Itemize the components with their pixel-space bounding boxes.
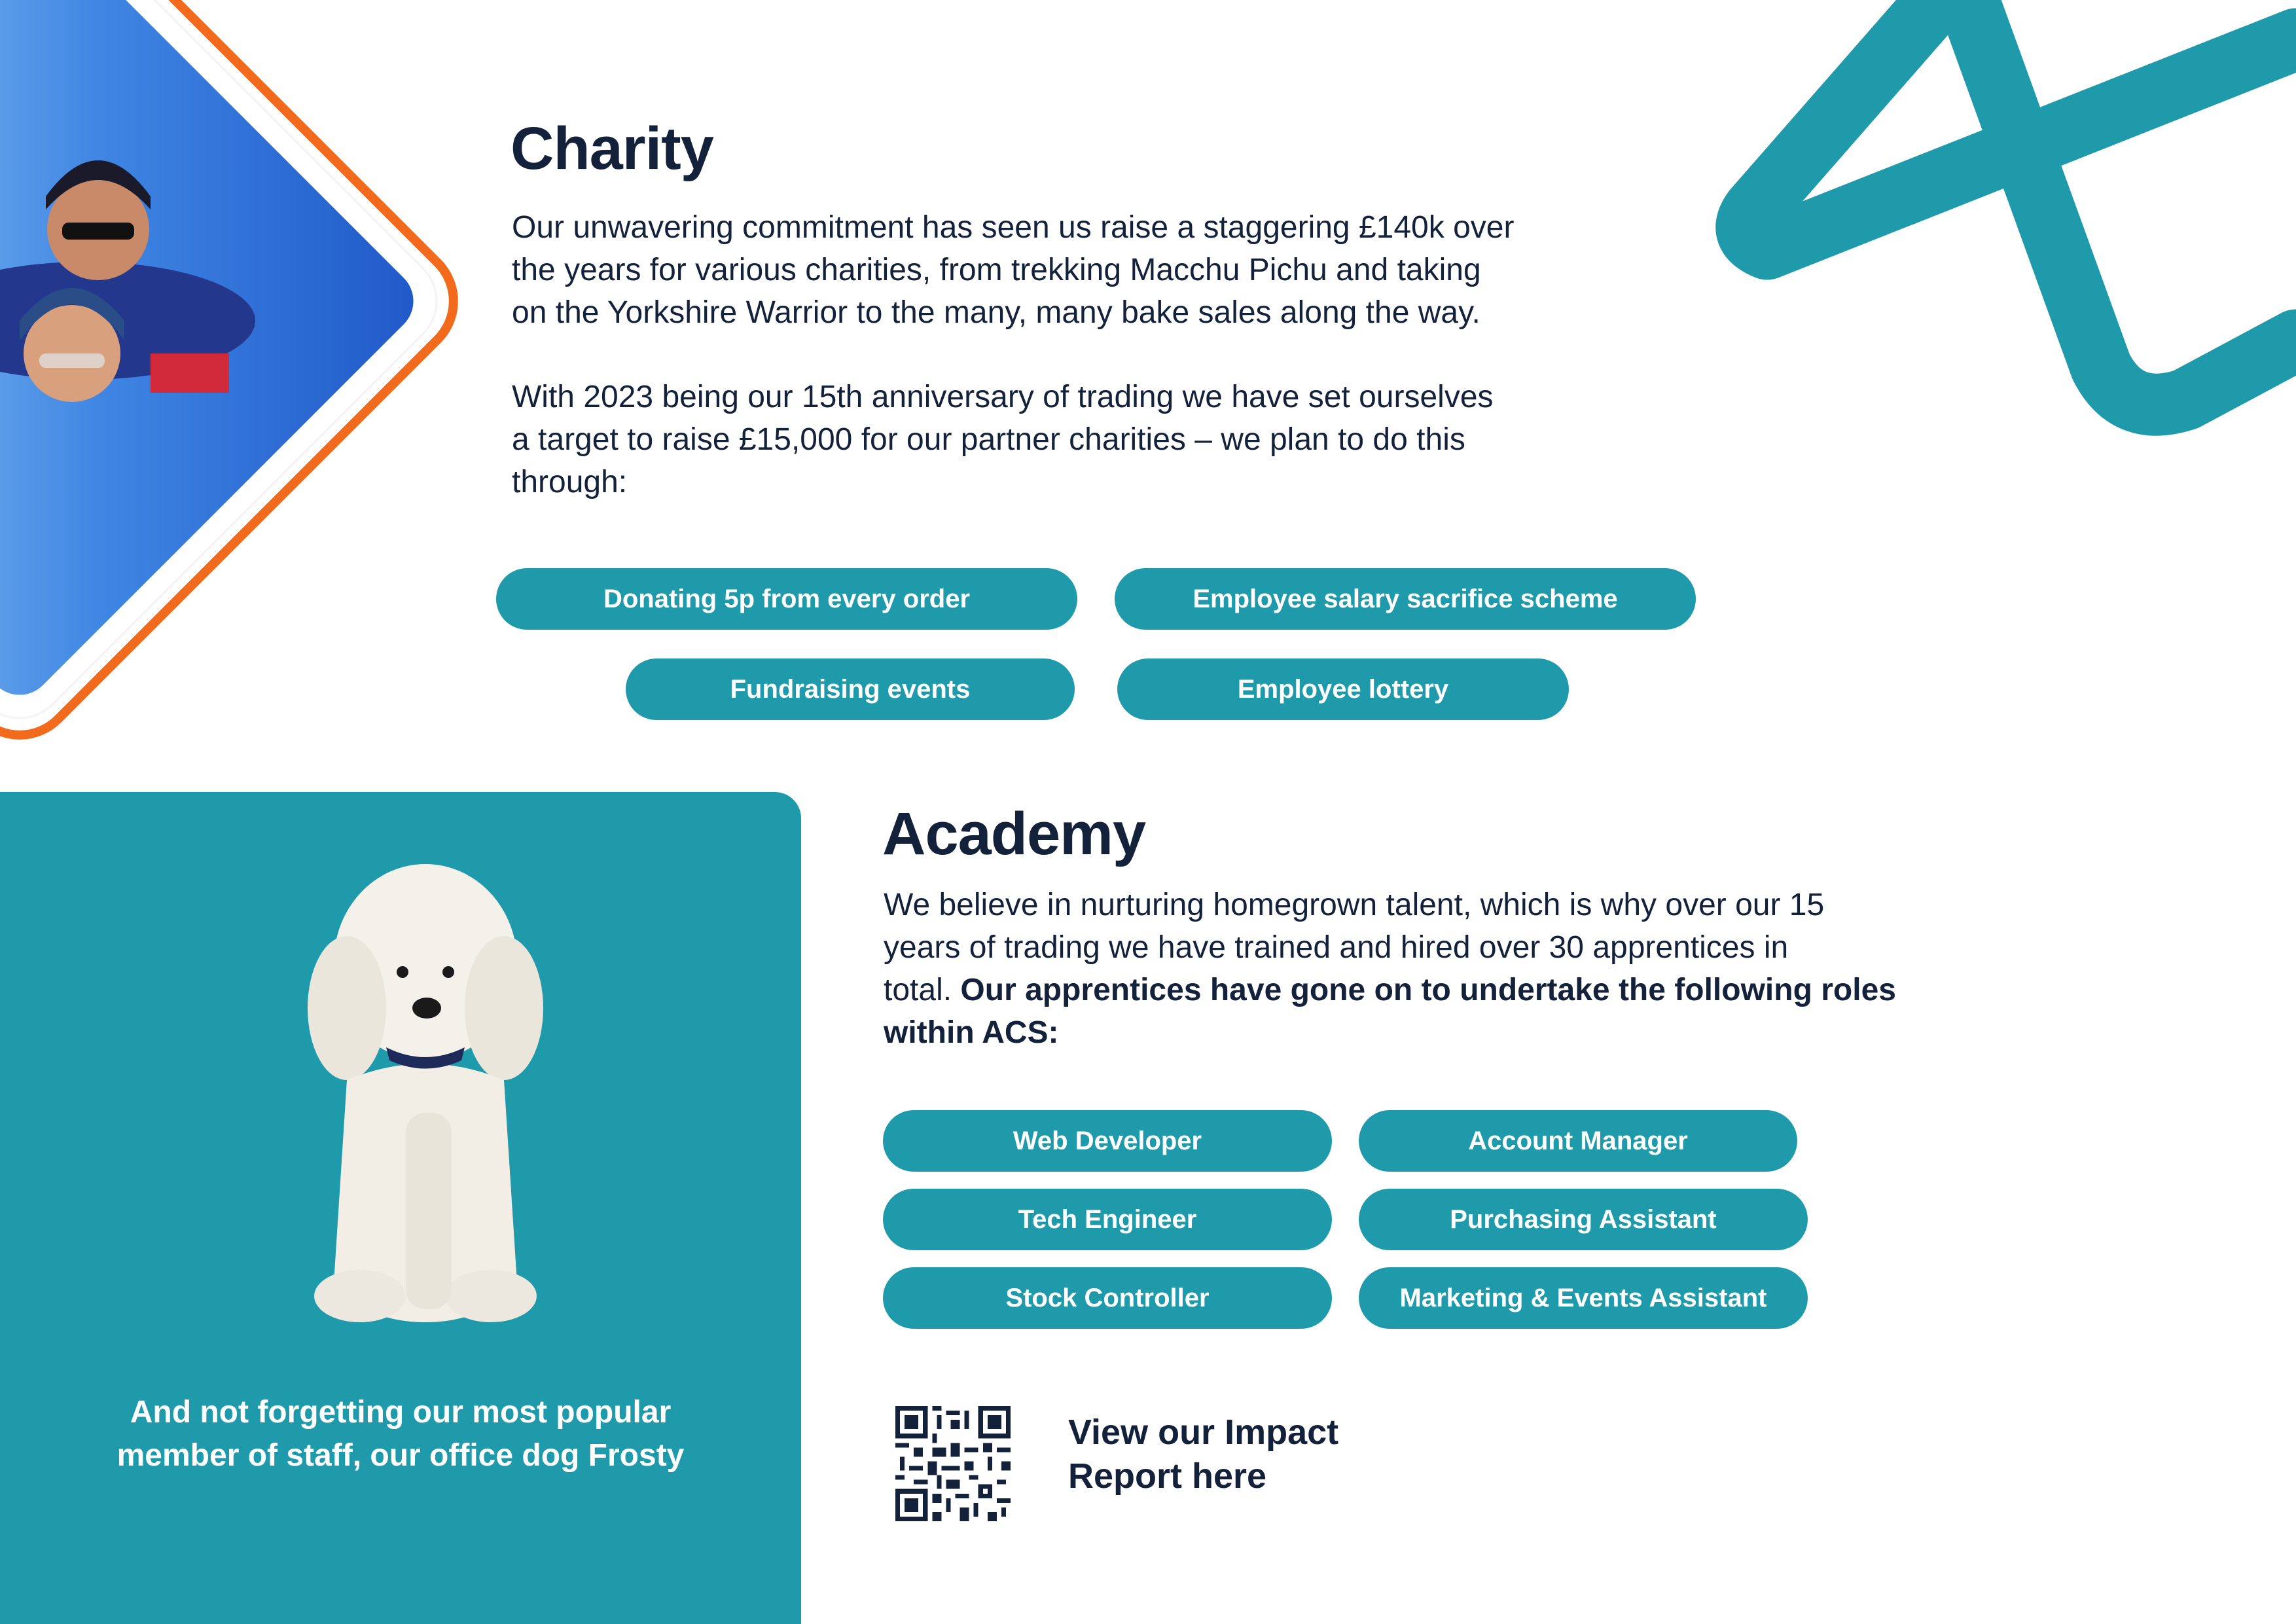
charity-paragraph-1 xyxy=(512,206,1514,334)
dog-caption-line1: And not forgetting our most popular xyxy=(130,1395,672,1430)
academy-line1: We believe in nurturing homegrown talent, which is why over our 15 xyxy=(884,888,1825,922)
academy-line4-bold: within ACS: xyxy=(884,1015,1059,1050)
academy-role-pill: Web Developer xyxy=(883,1110,1332,1172)
academy-line3 xyxy=(884,969,1896,1011)
charity-paragraph-2 xyxy=(512,376,1494,503)
charity-method-pill: Donating 5p from every order xyxy=(496,568,1077,630)
charity-p2-line1: With 2023 being our 15th anniversary of trading we have set ourselves xyxy=(512,380,1494,414)
charity-method-pill: Fundraising events xyxy=(626,659,1075,720)
academy-line3-regular: total. xyxy=(884,973,961,1007)
impact-report-link[interactable] xyxy=(1068,1411,1338,1498)
charity-heading: Charity xyxy=(511,115,713,182)
brand-logo-mark xyxy=(1623,0,2296,458)
charity-p1-line2: the years for various charities, from trekking Macchu Pichu and taking xyxy=(512,253,1481,287)
academy-line2: years of trading we have trained and hired over 30 apprentices in xyxy=(884,930,1789,965)
charity-p2-line2: a target to raise £15,000 for our partner charities – we plan to do this xyxy=(512,422,1465,457)
dog-caption-line2: member of staff, our office dog Frosty xyxy=(117,1438,685,1473)
impact-line2: Report here xyxy=(1068,1456,1267,1496)
academy-role-pill: Purchasing Assistant xyxy=(1359,1189,1808,1250)
dog-caption xyxy=(0,1391,801,1477)
office-dog-frosty-image xyxy=(288,864,550,1355)
academy-role-pill: Account Manager xyxy=(1359,1110,1797,1172)
academy-heading: Academy xyxy=(882,801,1146,867)
academy-role-pill: Stock Controller xyxy=(883,1267,1332,1329)
academy-role-pill: Tech Engineer xyxy=(883,1189,1332,1250)
charity-method-pill: Employee lottery xyxy=(1117,659,1569,720)
charity-p1-line3: on the Yorkshire Warrior to the many, many bake sales along the way. xyxy=(512,295,1480,330)
impact-line1: View our Impact xyxy=(1068,1413,1339,1452)
charity-p2-line3: through: xyxy=(512,465,628,499)
academy-paragraph xyxy=(884,884,1896,1054)
skydive-photo xyxy=(0,0,497,799)
charity-method-pill: Employee salary sacrifice scheme xyxy=(1115,568,1696,630)
academy-line3-bold: Our apprentices have gone on to undertake the following roles xyxy=(960,973,1896,1007)
qr-code-icon[interactable] xyxy=(895,1406,1011,1521)
skydive-image xyxy=(0,0,427,708)
charity-p1-line1: Our unwavering commitment has seen us raise a staggering £140k over xyxy=(512,210,1515,245)
academy-role-pill: Marketing & Events Assistant xyxy=(1359,1267,1808,1329)
